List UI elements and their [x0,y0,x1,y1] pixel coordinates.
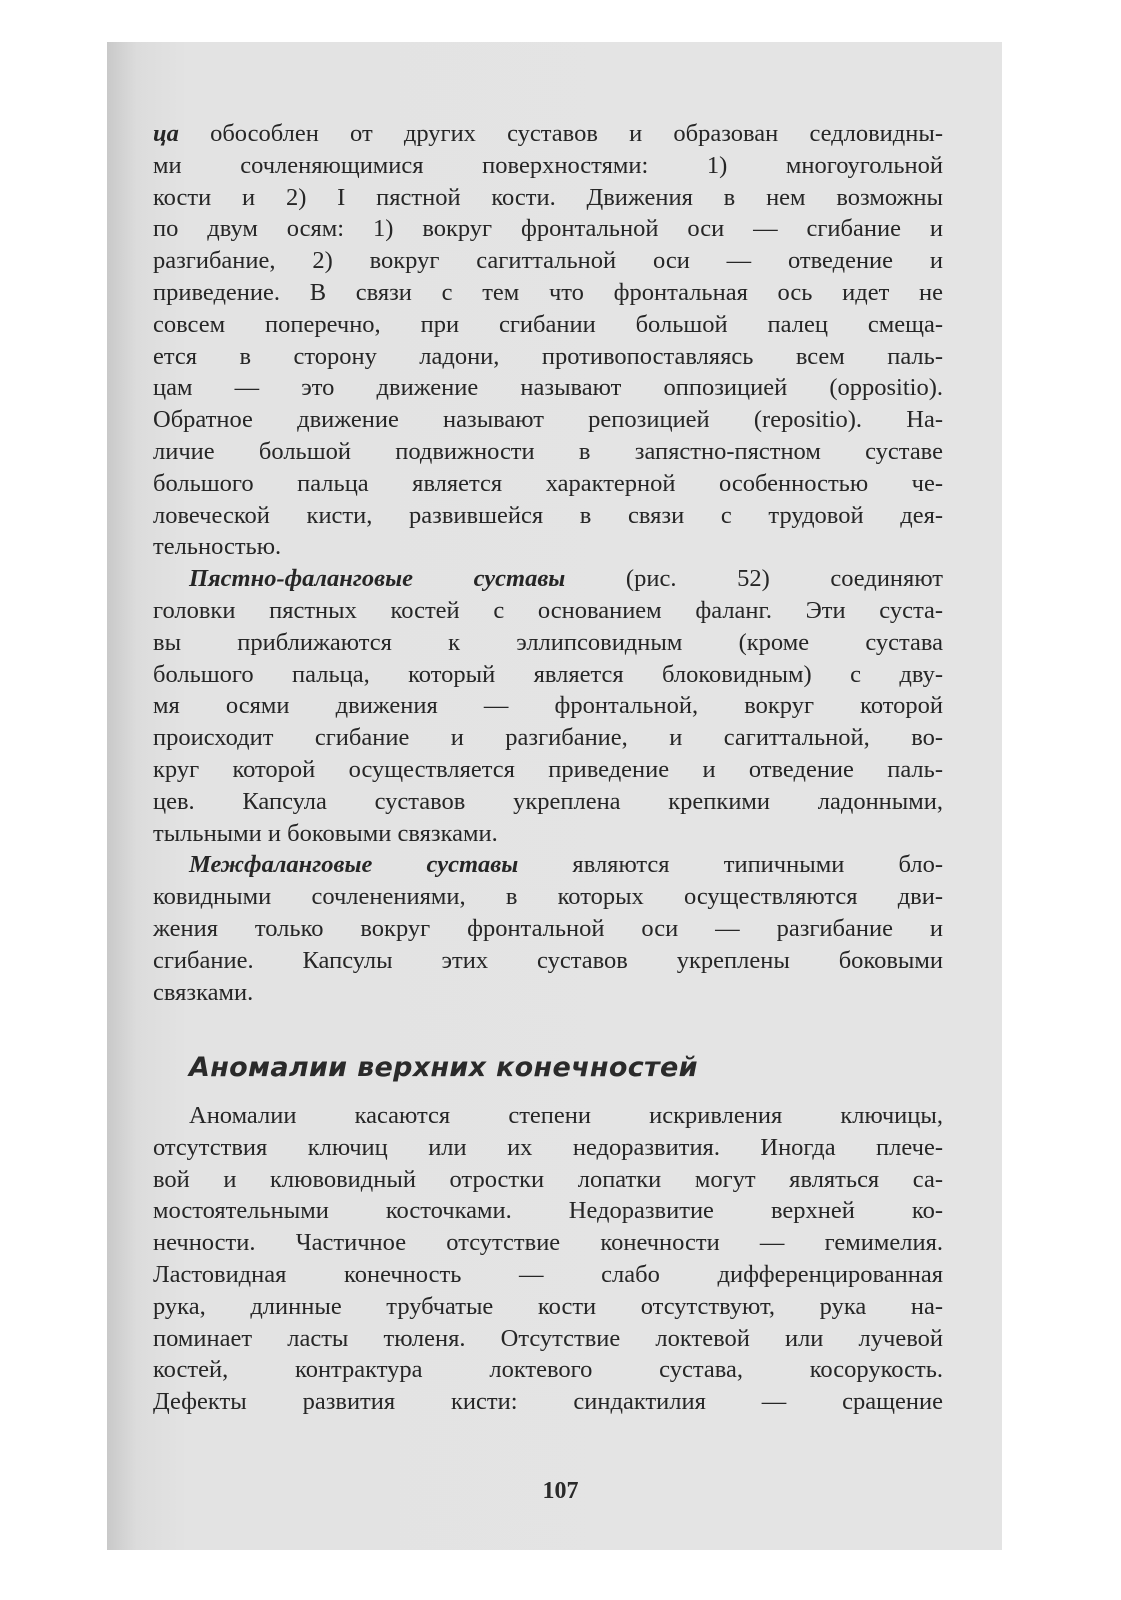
text-line [153,945,943,977]
text-line [153,468,943,500]
line-text: головки пястных костей с основанием фаланг. Эти суста- [153,596,943,624]
text-line [153,754,943,786]
text-line [153,818,943,850]
line-text: по двум осям: 1) вокруг фронтальной оси — сгибание и [153,215,943,243]
text-line [153,1323,943,1355]
text-line [153,786,943,818]
text-line [153,182,943,214]
text-line [153,849,943,881]
term-emphasis: ца [153,120,179,147]
text-line [153,436,943,468]
text-line [153,563,943,595]
text-line [153,118,943,150]
line-text: мя осями движения — фронтальной, вокруг которой [153,692,943,720]
text-line [153,913,943,945]
line-text: отсутствия ключиц или их недоразвития. Иногда плече- [153,1133,943,1161]
line-text: Ластовидная конечность — слабо дифференцированная [153,1260,943,1288]
text-line [153,1164,943,1196]
text-line [153,1227,943,1259]
line-text: жения только вокруг фронтальной оси — разгибание и [153,914,943,942]
text-line [153,1100,943,1132]
term-emphasis: Межфаланговые суставы [189,851,519,879]
page-number: 107 [542,1478,579,1504]
line-text: совсем поперечно, при сгибании большой палец смеща- [153,310,943,338]
text-line [153,881,943,913]
text-line [153,277,943,309]
line-text: сгибание. Капсулы этих суставов укреплены боковыми [153,946,943,974]
text-line [153,213,943,245]
line-text: костей, контрактура локтевого сустава, косорукость. [153,1356,943,1384]
text-line [153,150,943,182]
line-text: ковидными сочленениями, в которых осуществляются дви- [153,883,943,911]
text-line [153,309,943,341]
line-text: рука, длинные трубчатые кости отсутствуют, рука на- [153,1292,943,1320]
section-heading: Аномалии верхних конечностей [189,1052,698,1083]
line-text: кости и 2) I пястной кости. Движения в нем возможны [153,183,943,211]
text-line [153,595,943,627]
line-text: вой и клювовидный отростки лопатки могут являться са- [153,1165,943,1193]
line-text: (рис. 52) соединяют [565,565,944,593]
text-line [153,500,943,532]
line-text: большого пальца, который является блоковидным) с дву- [153,660,943,688]
line-text: цев. Капсула суставов укреплена крепкими ладонными, [153,787,943,815]
line-text: приведение. В связи с тем что фронтальная ось идет не [153,278,943,306]
line-text: Дефекты развития кисти: синдактилия — сращение [153,1388,943,1416]
line-text: тельностью. [153,533,282,561]
line-text: связками. [153,978,254,1006]
line-text: мостоятельными косточками. Недоразвитие верхней ко- [153,1197,943,1225]
body-text-lower [153,1100,943,1418]
line-text: нечности. Частичное отсутствие конечности — гемимелия. [153,1229,943,1257]
text-line [153,1386,943,1418]
line-text: ется в сторону ладони, противопоставляясь всем паль- [153,342,943,370]
text-line [153,1132,943,1164]
line-text: поминает ласты тюленя. Отсутствие локтевой или лучевой [153,1324,943,1352]
body-text-upper [153,118,943,1008]
text-line [153,531,943,563]
line-text: происходит сгибание и разгибание, и сагиттальной, во- [153,724,943,752]
line-text: личие большой подвижности в запястно-пястном суставе [153,437,943,465]
line-text: вы приближаются к эллипсовидным (кроме сустава [153,628,943,656]
line-text: ловеческой кисти, развившейся в связи с трудовой дея- [153,501,943,529]
term-emphasis: Пястно-фаланговые суставы [189,565,566,593]
text-line [153,404,943,436]
text-line [153,1354,943,1386]
text-line [153,690,943,722]
text-line [153,1195,943,1227]
line-text: большого пальца является характерной особенностью че- [153,469,943,497]
text-line [153,1259,943,1291]
line-text: разгибание, 2) вокруг сагиттальной оси — отведение и [153,247,943,275]
text-line [153,977,943,1009]
line-text: являются типичными бло- [518,851,943,879]
text-line [153,372,943,404]
text-line [153,722,943,754]
text-line [153,659,943,691]
text-line [153,627,943,659]
line-text: Аномалии касаются степени искривления ключицы, [189,1102,943,1129]
text-line [153,245,943,277]
text-line [153,341,943,373]
line-text: Обратное движение называют репозицией (repositio). На- [153,406,943,434]
line-text: тыльными и боковыми связками. [153,819,498,847]
text-line [153,1291,943,1323]
line-text: обособлен от других суставов и образован седловидны- [178,120,943,147]
line-text: круг которой осуществляется приведение и отведение паль- [153,755,943,783]
line-text: цам — это движение называют оппозицией (oppositio). [153,374,943,402]
line-text: ми сочленяющимися поверхностями: 1) многоугольной [153,151,943,179]
